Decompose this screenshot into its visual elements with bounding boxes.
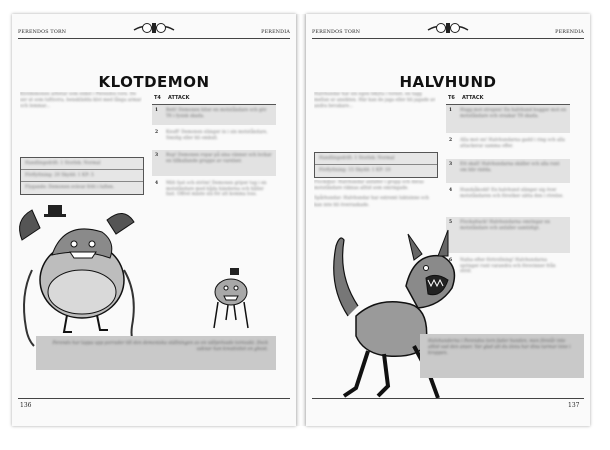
- table-attack-label: ATTACK: [462, 95, 484, 101]
- left-page-number: 136: [20, 402, 32, 409]
- stat-row: Flygande: Demonen svävar fritt i luften.: [21, 182, 143, 194]
- emblem-icon: [426, 20, 470, 36]
- table-row: [446, 135, 570, 157]
- left-caption-text: Perendo har lappa upp porrader till den demoniska ställningen av en vällprövade tornvakt. Dock saknar han kreativitet en ghost.: [52, 341, 268, 352]
- row-number: 1: [449, 108, 453, 113]
- left-header-section: PERENDIA: [261, 30, 290, 35]
- table-row: [446, 185, 570, 215]
- table-row: [152, 150, 276, 176]
- left-attack-table: [152, 94, 276, 254]
- right-intro-text: Halvhundar har sin egen lekyta i tornet, en tagg mellan ur ansikten. Här kan de jaga eller bli jagade av andra bevakare...: [314, 92, 436, 110]
- klotdemon-illustration: [12, 200, 152, 350]
- table-row: [152, 105, 276, 125]
- table-header: [446, 94, 570, 105]
- right-title: HALVHUND: [399, 73, 497, 91]
- row-number: 2: [155, 130, 159, 135]
- right-ability-text: [314, 180, 436, 220]
- book-gutter: [296, 14, 306, 426]
- left-header-book: PERENDOS TORN: [18, 30, 67, 35]
- ability-sparhundar: Spårhundar: Halvhundar har extremt luktsinne och kan inte bli överraskade.: [314, 196, 429, 208]
- table-row: [446, 105, 570, 133]
- right-header: [306, 26, 590, 40]
- row-text: Mitt fast och ström! Demonen griper tag i en motståndare med båda händerna och håller fast. Offret måste slå för att komma loss.: [166, 181, 267, 198]
- stat-row: Förflyttning: 15 Skydd: 1 KP: 10: [315, 165, 437, 177]
- row-number: 5: [449, 220, 453, 225]
- stat-row: Förflyttning: 20 Skydd: 1 KP: 5: [21, 170, 143, 182]
- footer-rule: [18, 398, 290, 399]
- emblem-icon: [132, 20, 176, 36]
- table-die: T6: [448, 95, 455, 101]
- footer-rule: [312, 398, 584, 399]
- stat-row: Handlingsdrift: 1 Storlek: Normal: [21, 158, 143, 170]
- row-text: Nafsa efter förtrollning! Halvhundarna springer runt varandra och försvinner från strid.: [460, 258, 556, 275]
- row-number: 4: [155, 181, 159, 186]
- table-header: [152, 94, 276, 105]
- row-text: Rop! Demonen ropar på sina vänner och lockar en tillkallande gruppe av varelser.: [166, 153, 272, 164]
- table-row: [152, 127, 276, 149]
- left-title: KLOTDEMON: [98, 73, 210, 91]
- row-text: Knuff! Demonen slänger in i sin motståndare, Smidig eller bli omkull.: [166, 130, 268, 141]
- right-caption: [420, 334, 584, 378]
- right-page-number: 137: [568, 402, 580, 409]
- right-header-book: PERENDOS TORN: [312, 30, 361, 35]
- left-header: [12, 26, 296, 40]
- row-text: Ett skall! Halvhundarna skäller och alla runt om blir rädda.: [460, 162, 560, 173]
- table-attack-label: ATTACK: [168, 95, 190, 101]
- header-rule: [18, 38, 290, 39]
- row-text: Bett! Demonen biter en motståndare och gör T6 i fysisk skada.: [166, 108, 267, 119]
- right-header-section: PERENDIA: [555, 30, 584, 35]
- row-text: Alla mot en! Halvhundarna gadd i ring och alla attackerar samma offer.: [460, 138, 565, 149]
- row-text: Hundsåkodd! En halvhund slänger sig över motståndaren och försöker sätta den i rörelse.: [460, 188, 564, 199]
- table-row: [152, 178, 276, 246]
- right-stat-box: [314, 152, 438, 178]
- row-number: 3: [449, 162, 453, 167]
- left-stat-box: [20, 157, 144, 195]
- left-intro-text: Klotdemonen arbetar som enkel i Perendos torn. De ser ut som lufttorra, bensklädda klot med långa armar och lemmar...: [20, 92, 142, 110]
- row-text: Hugg mot strupen! En halvhund hugger mot en motståndare och orsakar T8 skada.: [460, 108, 567, 119]
- right-caption-text: Halvhunderna i Perendos torn fader hunden, men förstår inte alltid vad den anser. Var glad att du ännu har dina tarmar inne i kroppen.: [428, 339, 571, 356]
- table-die: T4: [154, 95, 161, 101]
- small-demon-illustration: [206, 268, 256, 330]
- ability-flockdjur: Flockdjur: Halvhundar anfaller i grupp och deras motståndare räknas alltid som omringade.: [314, 180, 424, 192]
- left-caption: [36, 336, 276, 370]
- row-text: Flockattack! Halvhundarna omringar en motståndare och anfaller samtidigt.: [460, 220, 550, 231]
- table-row: [446, 159, 570, 183]
- row-number: 2: [449, 138, 453, 143]
- row-number: 3: [155, 153, 159, 158]
- row-number: 6: [449, 258, 453, 263]
- row-number: 4: [449, 188, 453, 193]
- row-number: 1: [155, 108, 159, 113]
- header-rule: [312, 38, 584, 39]
- stat-row: Handlingsdrift: 1 Storlek: Normal: [315, 153, 437, 165]
